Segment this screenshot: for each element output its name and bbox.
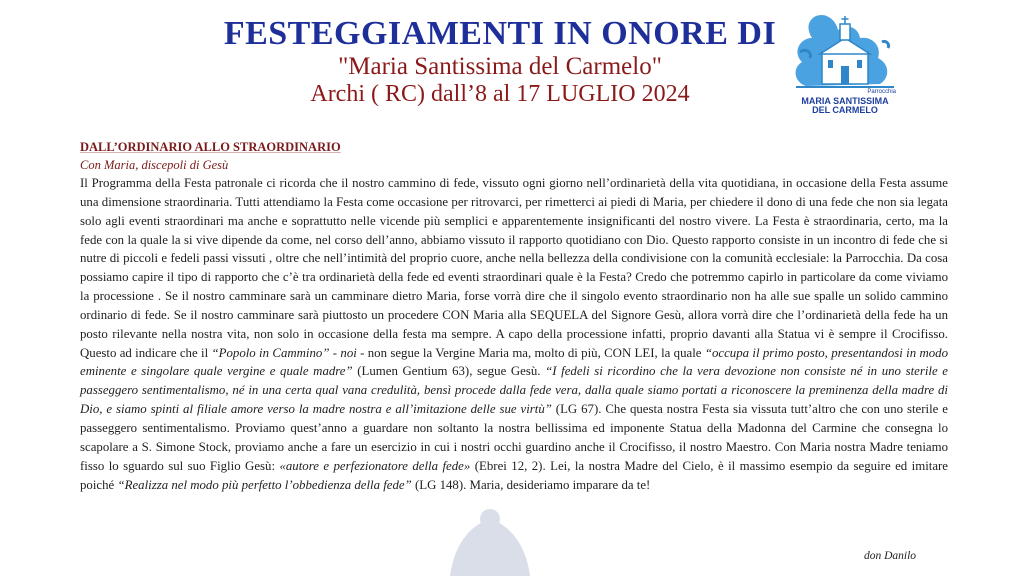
article-body <box>80 174 948 494</box>
quote-devozione: “I fedeli si ricordino che la vera devozione non consiste né in uno sterile e passeggero sentimentalismo, né in una certa qual vana credulità, bensì procede dalla fede vera, dalla quale siamo portati a riconoscere la preminenza della madre di Dio, e siamo spinti al filiale amore verso la madre nostra e all’imitazione delle sue virtù” <box>80 364 948 417</box>
quote-popolo: “Popolo in Cammino” - noi - <box>211 345 365 360</box>
body-text-3: (Lumen Gentium 63), segue Gesù. <box>352 364 546 379</box>
body-text-5: (Ebrei 12, 2). Lei, la nostra Madre del Cielo, è il massimo esempio da seguire ed imitare poiché <box>80 458 949 492</box>
logo-caption <box>786 88 904 115</box>
header-subtitle: "Maria Santissima del Carmelo" <box>338 53 662 80</box>
article-title: DALL’ORDINARIO ALLO STRAORDINARIO <box>80 140 341 154</box>
body-text-2: non segue la Vergine Maria ma, molto di più, CON LEI, la quale <box>364 345 705 360</box>
logo-line1: MARIA SANTISSIMA <box>801 96 889 106</box>
quote-obbedienza: “Realizza nel modo più perfetto l’obbedienza della fede” <box>117 477 412 492</box>
article <box>80 139 948 494</box>
statue-watermark-icon <box>430 505 550 576</box>
body-text-1: Il Programma della Festa patronale ci ricorda che il nostro cammino di fede, vissuto ogni giorno nell’ordinarietà della vita quotidiana, in occasione della Festa assume una dimensione straordinaria. Tutti attendiamo la Festa come occasione per ritrovarci, per rimetterci ai piedi di Maria, per chiedere il dono di una fede che non sia legata solo agli eventi straordinari ma anche e soprattutto nelle vicende più semplici e apparentemente insignificanti del nostro vivere. La Festa è straordinaria, certo, ma la fede con la quale la si vive dipende da come, nel corso dell’anno, abbiamo vissuto il rapporto quotidiano con Dio. Questo rapporto consiste in un incontro di fede che si nutre di piccoli e fedeli passi vissuti , oltre che nell’intimità del proprio cuore, anche nella bellezza della condivisione con la comunità ecclesiale: la Parrocchia. Da cosa possiamo capire il tipo di rapporto che c’è tra ordinarietà della fede ed eventi straordinari quale è la Festa? Credo che potremmo capirlo in particolare da come viviamo la processione . Se il nostro camminare sarà un camminare dietro Maria, forse vorrà dire che il singolo evento straordinario non ha alle sue spalle un solido cammino ordinario di fede. Se il nostro camminare sarà piuttosto un procedere CON Maria alla SEQUELA del Signore Gesù, allora vorrà dire che l’ordinarietà della fede ha un posto rilevante nella nostra vita, non solo in occasione della festa ma sempre. A capo della processione infatti, proprio davanti alla Statua vi è sempre il Crocifisso. Questo ad indicare che il <box>80 176 948 360</box>
logo-line2: DEL CARMELO <box>812 105 878 115</box>
logo-small-text: Parrocchia <box>867 89 896 95</box>
body-text-4: (LG 67). Che questa nostra Festa sia vissuta tutt’altro che con uno sterile e passeggero sentimentalismo. Proviamo quest’anno a guardare non soltanto la nostra bellissima ed imponente Statua della Madonna del Carmine che consegna lo scapolare a S. Simone Stock, proviamo anche a fare un esercizio in cui i nostri occhi guardino anche il Crocifisso, il nostro Maestro. Con Maria nostra Madre teniamo fisso lo sguardo sul suo Figlio Gesù: <box>80 402 948 473</box>
header-title: FESTEGGIAMENTI IN ONORE DI <box>223 15 777 52</box>
quote-lumen-gentium: “occupa il primo posto, presentandosi in modo eminente e singolare quale vergine e quale madre” <box>80 345 948 379</box>
article-subtitle: Con Maria, discepoli di Gesù <box>80 158 229 172</box>
signature: don Danilo <box>863 550 917 562</box>
body-text-6: (LG 148). Maria, desideriamo imparare da te! <box>411 477 651 492</box>
quote-ebrei: «autore e perfezionatore della fede» <box>279 458 471 473</box>
header-dates: Archi ( RC) dall’8 al 17 LUGLIO 2024 <box>310 81 690 107</box>
